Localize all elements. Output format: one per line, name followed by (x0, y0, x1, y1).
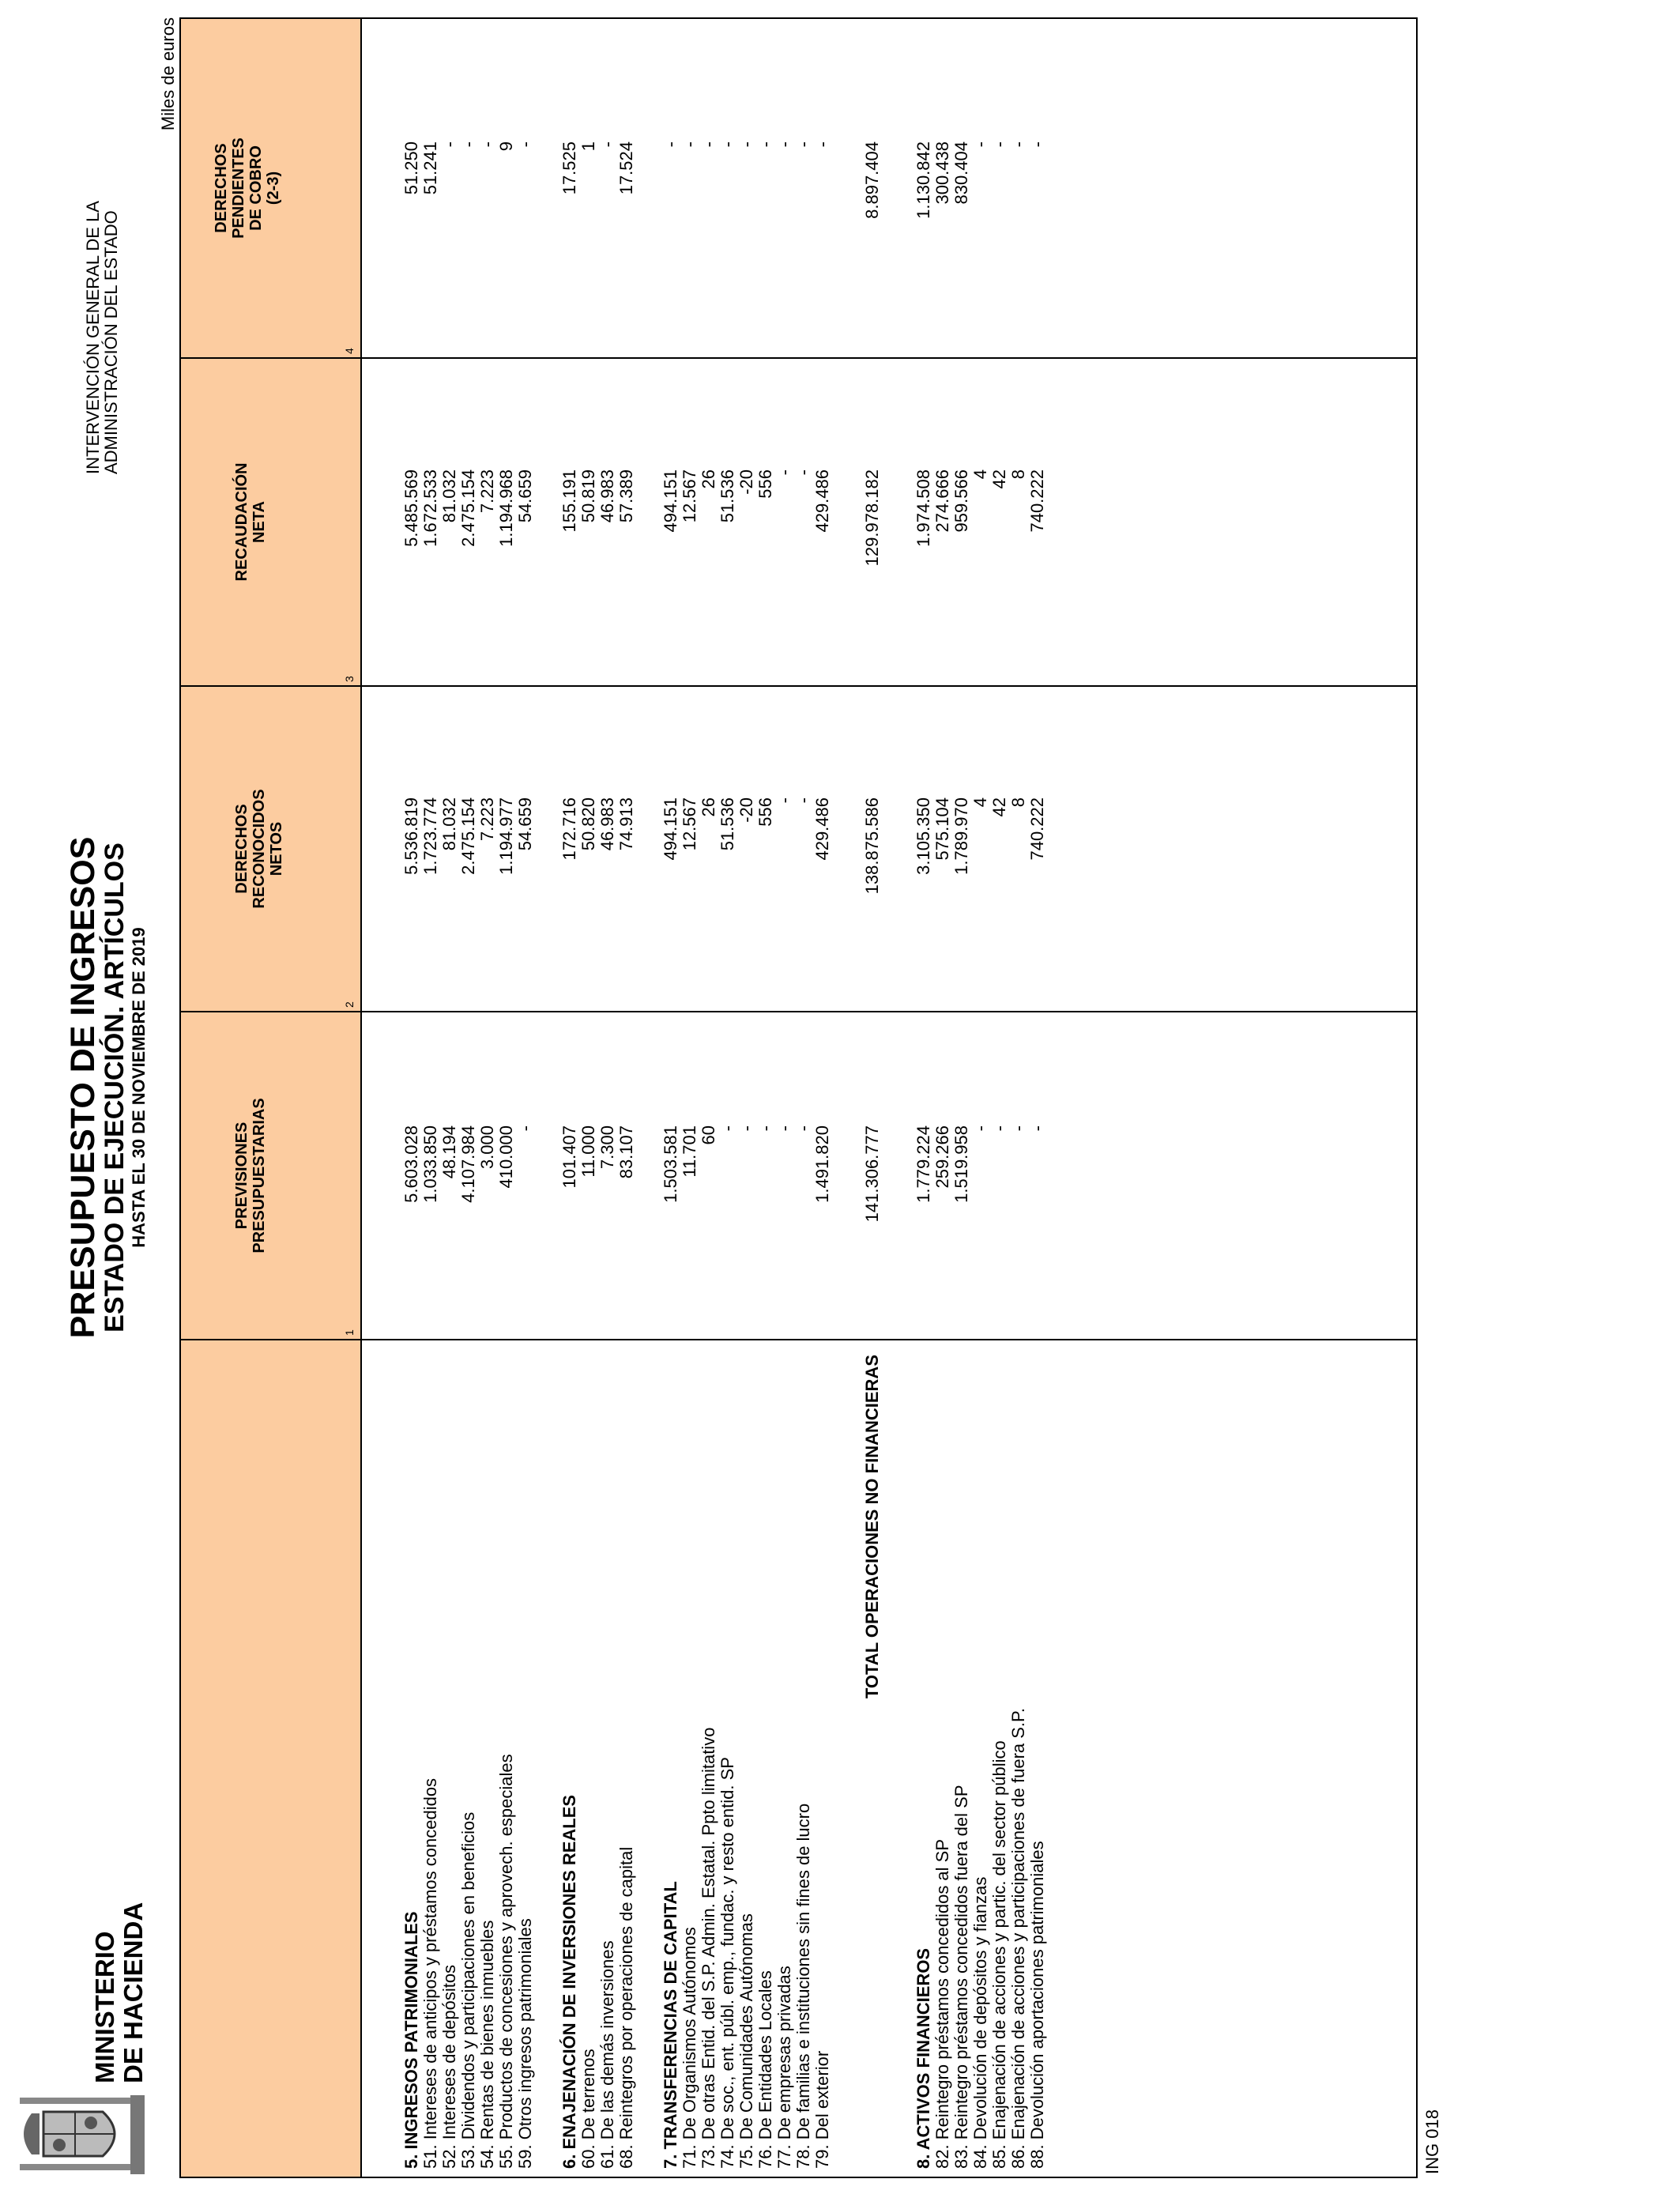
total-row (864, 19, 881, 2177)
row-description: 60. De terrenos (578, 2049, 598, 2169)
report-title (66, 692, 149, 1483)
row-description: 68. Reintegros por operaciones de capital (616, 1846, 636, 2169)
row-value-col-4: - (718, 141, 737, 148)
table-row (991, 19, 1008, 2177)
row-value-col-4: - (661, 141, 680, 148)
row-value-col-4: - (458, 141, 478, 148)
row-value-col-1: 1.779.224 (913, 1125, 933, 1203)
row-value-col-3: 494.151 (661, 469, 680, 533)
row-value-col-2: 1.194.977 (496, 797, 516, 875)
row-value-col-4: - (680, 141, 699, 148)
col-2-label-line-2: RECONOCIDOS (250, 789, 268, 909)
row-value-col-3: 42 (989, 469, 1009, 489)
row-value-col-1: 83.107 (616, 1125, 636, 1179)
row-description: 71. De Organismos Autónomos (680, 1927, 699, 2169)
table-row (681, 19, 699, 2177)
coat-of-arms-icon (16, 2090, 150, 2178)
table-row (934, 19, 951, 2177)
col-1-number: 1 (343, 1329, 356, 1336)
row-value-col-3: 274.666 (932, 469, 952, 533)
row-value-col-1: 1.519.958 (951, 1125, 971, 1203)
row-value-col-4: - (736, 141, 756, 148)
row-value-col-4: - (477, 141, 497, 148)
col-header-derechos-reconocidos (181, 685, 360, 1011)
row-value-col-1: 3.000 (477, 1125, 497, 1170)
row-description: 84. Devolución de depósitos y fianzas (970, 1876, 990, 2169)
row-value-col-2: 556 (755, 797, 775, 827)
row-value-col-1: 60 (699, 1125, 718, 1145)
row-value-col-1: - (989, 1125, 1009, 1132)
row-value-col-3: -20 (736, 469, 756, 495)
row-value-col-4: 1 (578, 141, 598, 152)
col-4-label-line-1: DERECHOS (213, 143, 230, 233)
row-value-col-3: - (774, 469, 794, 476)
row-value-col-2: 5.536.819 (401, 797, 421, 875)
row-description: 76. De Entidades Locales (755, 1970, 775, 2169)
row-value-col-2: 74.913 (616, 797, 636, 851)
row-value-col-3: 46.983 (597, 469, 617, 523)
row-value-col-3: 1.672.533 (420, 469, 440, 547)
col-4-label-line-2: PENDIENTES (230, 138, 247, 239)
table-row (498, 19, 515, 2177)
col-4-label-line-4: (2-3) (265, 171, 282, 205)
row-value-col-2: 172.716 (559, 797, 579, 861)
title-line-3: HASTA EL 30 DE NOVIEMBRE DE 2019 (129, 927, 149, 1248)
row-value-col-2: 1.789.970 (951, 797, 971, 875)
row-description: 61. De las demás inversiones (597, 1940, 617, 2169)
row-value-col-4: 17.525 (559, 141, 579, 195)
row-value-col-4: 17.524 (616, 141, 636, 195)
row-value-col-3: 57.389 (616, 469, 636, 523)
row-description: 86. Enajenación de acciones y participaciones de fuera S.P. (1008, 1708, 1028, 2169)
row-value-col-1: 101.407 (559, 1125, 579, 1189)
row-value-col-3: 81.032 (439, 469, 459, 523)
row-description: 7. TRANSFERENCIAS DE CAPITAL (661, 1881, 680, 2169)
col-2-label-line-3: NETOS (268, 821, 285, 876)
row-value-col-3: 129.978.182 (862, 469, 882, 567)
col-2-label-line-1: DERECHOS (233, 804, 250, 894)
row-value-col-3: 429.486 (812, 469, 832, 533)
row-value-col-1: 259.266 (932, 1125, 952, 1189)
chapter-row (662, 19, 680, 2177)
row-value-col-3: 5.485.569 (401, 469, 421, 547)
row-value-col-1: 1.491.820 (812, 1125, 832, 1203)
row-description: 52. Intereses de depósitos (439, 1964, 459, 2169)
table-row (441, 19, 458, 2177)
row-value-col-2: 3.105.350 (913, 797, 933, 875)
row-value-col-4: 300.438 (932, 141, 952, 205)
row-value-col-2: 429.486 (812, 797, 832, 861)
row-value-col-1: 4.107.984 (458, 1125, 478, 1203)
row-value-col-2: 81.032 (439, 797, 459, 851)
row-value-col-4: 8.897.404 (862, 141, 882, 219)
row-value-col-4: 51.241 (420, 141, 440, 195)
col-header-recaudacion (181, 357, 360, 685)
ministry-line-1: MINISTERIO (90, 1931, 119, 2083)
row-value-col-2: 4 (970, 797, 990, 808)
row-description: 88. Devolución aportaciones patrimoniales (1027, 1841, 1047, 2169)
table-row (972, 19, 989, 2177)
col-2-number: 2 (343, 1001, 356, 1008)
row-value-col-3: 12.567 (680, 469, 699, 523)
row-value-col-1: 5.603.028 (401, 1125, 421, 1203)
title-line-1: PRESUPUESTO DE INGRESOS (64, 836, 102, 1339)
row-value-col-1: - (515, 1125, 535, 1132)
row-value-col-4: - (793, 141, 813, 148)
row-description: 83. Reintegro préstamos concedidos fuera del SP (951, 1785, 971, 2169)
row-value-col-3: 2.475.154 (458, 469, 478, 547)
row-value-col-2: 54.659 (515, 797, 535, 851)
col-4-label-line-3: DE COBRO (247, 145, 265, 231)
row-value-col-2: 26 (699, 797, 718, 817)
row-value-col-2: 12.567 (680, 797, 699, 851)
row-description: 75. De Comunidades Autónomas (736, 1913, 756, 2169)
report-code: ING 018 (1422, 2109, 1442, 2174)
row-value-col-2: 50.820 (578, 797, 598, 851)
table-row (460, 19, 477, 2177)
table-row (953, 19, 970, 2177)
table-row (1010, 19, 1027, 2177)
row-value-col-4: - (812, 141, 832, 148)
row-description: 59. Otros ingresos patrimoniales (515, 1918, 535, 2169)
row-value-col-2: 51.536 (718, 797, 737, 851)
row-description: TOTAL OPERACIONES NO FINANCIERAS (862, 1355, 882, 1699)
row-value-col-1: 11.000 (578, 1125, 598, 1178)
row-value-col-4: - (439, 141, 459, 148)
row-value-col-2: 740.222 (1027, 797, 1047, 861)
units-label: Miles de euros (158, 17, 178, 131)
execution-table (179, 17, 1418, 2178)
row-value-col-4: - (755, 141, 775, 148)
col-header-pendientes (181, 19, 360, 357)
col-1-label-line-2: PRESUPUESTARIAS (250, 1098, 268, 1253)
intervencion-line-2: ADMINISTRACIÓN DEL ESTADO (101, 210, 121, 474)
row-value-col-1: 1.503.581 (661, 1125, 680, 1203)
title-line-2: ESTADO DE EJECUCIÓN. ARTÍCULOS (100, 843, 130, 1333)
row-value-col-2: 494.151 (661, 797, 680, 861)
row-value-col-1: - (736, 1125, 756, 1132)
row-value-col-2: 8 (1008, 797, 1028, 808)
row-value-col-4: 830.404 (951, 141, 971, 205)
table-row (776, 19, 793, 2177)
row-value-col-3: 54.659 (515, 469, 535, 523)
row-value-col-2: 46.983 (597, 797, 617, 851)
intervencion-name (84, 201, 120, 474)
row-value-col-1: - (755, 1125, 775, 1132)
row-value-col-3: 4 (970, 469, 990, 480)
description-header-cell (181, 1339, 360, 2177)
row-value-col-4: - (597, 141, 617, 148)
row-value-col-1: - (970, 1125, 990, 1132)
row-value-col-4: 9 (496, 141, 516, 152)
row-value-col-1: 1.033.850 (420, 1125, 440, 1203)
table-row (422, 19, 439, 2177)
row-description: 77. De empresas privadas (774, 1966, 794, 2169)
row-value-col-3: 740.222 (1027, 469, 1047, 533)
row-description: 73. De otras Entid. del S.P. Admin. Estatal. Ppto limitativo (699, 1727, 718, 2169)
row-description: 55. Productos de concesiones y aprovech. especiales (496, 1754, 516, 2169)
row-value-col-4: - (515, 141, 535, 148)
row-value-col-2: 42 (989, 797, 1009, 817)
row-description: 74. De soc., ent. públ. emp., fundac. y resto entid. SP (718, 1757, 737, 2169)
chapter-row (403, 19, 420, 2177)
row-value-col-3: 51.536 (718, 469, 737, 523)
row-value-col-4: - (774, 141, 794, 148)
table-row (795, 19, 812, 2177)
row-value-col-2: 1.723.774 (420, 797, 440, 875)
row-value-col-2: - (793, 797, 813, 804)
row-value-col-2: 575.104 (932, 797, 952, 861)
col-header-previsiones (181, 1011, 360, 1339)
ministry-line-2: DE HACIENDA (119, 1902, 148, 2083)
intervencion-line-1: INTERVENCIÓN GENERAL DE LA (83, 201, 103, 474)
col-3-number: 3 (343, 676, 356, 682)
chapter-row (915, 19, 932, 2177)
row-value-col-1: 11.701 (680, 1125, 699, 1178)
row-value-col-1: 48.194 (439, 1125, 459, 1179)
table-row (1029, 19, 1046, 2177)
row-description: 79. Del exterior (812, 2050, 832, 2169)
col-3-label-line-1: RECAUDACIÓN (233, 462, 250, 582)
row-value-col-3: 26 (699, 469, 718, 489)
row-value-col-3: 556 (755, 469, 775, 499)
row-description: 6. ENAJENACIÓN DE INVERSIONES REALES (559, 1794, 579, 2169)
col-3-label-line-2: NETA (250, 501, 268, 543)
row-description: 78. De familias e instituciones sin fines de lucro (793, 1803, 813, 2169)
row-description: 82. Reintegro préstamos concedidos al SP (932, 1838, 952, 2169)
row-value-col-1: - (1008, 1125, 1028, 1132)
row-value-col-3: 1.974.508 (913, 469, 933, 547)
row-value-col-2: 7.223 (477, 797, 497, 842)
row-description: 85. Enajenación de acciones y partic. del sector público (989, 1740, 1009, 2169)
row-value-col-4: 51.250 (401, 141, 421, 195)
row-value-col-2: 2.475.154 (458, 797, 478, 875)
table-row (618, 19, 635, 2177)
row-value-col-3: - (793, 469, 813, 476)
row-value-col-4: - (1027, 141, 1047, 148)
row-description: 8. ACTIVOS FINANCIEROS (913, 1947, 933, 2169)
table-row (757, 19, 774, 2177)
col-1-label-line-1: PREVISIONES (233, 1122, 250, 1230)
chapter-row (561, 19, 578, 2177)
row-description: 54. Rentas de bienes inmuebles (477, 1920, 497, 2169)
row-description: 5. INGRESOS PATRIMONIALES (401, 1911, 421, 2169)
ministry-name (91, 1902, 148, 2083)
row-description: 51. Intereses de anticipos y préstamos concedidos (420, 1777, 440, 2169)
row-value-col-2: - (774, 797, 794, 804)
row-value-col-4: - (989, 141, 1009, 148)
row-value-col-3: 155.191 (559, 469, 579, 533)
row-value-col-4: - (699, 141, 718, 148)
table-row (517, 19, 534, 2177)
table-row (599, 19, 616, 2177)
row-value-col-3: 7.223 (477, 469, 497, 514)
table-row (700, 19, 718, 2177)
row-description: 53. Dividendos y participaciones en beneficios (458, 1811, 478, 2169)
row-value-col-1: - (793, 1125, 813, 1132)
table-row (580, 19, 597, 2177)
table-row (814, 19, 831, 2177)
row-value-col-1: 410.000 (496, 1125, 516, 1189)
row-value-col-1: - (774, 1125, 794, 1132)
col-4-number: 4 (343, 348, 356, 354)
row-value-col-1: - (1027, 1125, 1047, 1132)
row-value-col-3: 959.566 (951, 469, 971, 533)
row-value-col-3: 1.194.968 (496, 469, 516, 547)
row-value-col-1: - (718, 1125, 737, 1132)
row-value-col-4: 1.130.842 (913, 141, 933, 219)
header-divider (360, 19, 362, 2177)
row-value-col-4: - (970, 141, 990, 148)
row-value-col-2: -20 (736, 797, 756, 823)
table-row (738, 19, 755, 2177)
row-value-col-4: - (1008, 141, 1028, 148)
table-row (479, 19, 496, 2177)
row-value-col-1: 141.306.777 (862, 1125, 882, 1223)
table-row (719, 19, 736, 2177)
row-value-col-1: 7.300 (597, 1125, 617, 1170)
row-value-col-2: 138.875.586 (862, 797, 882, 895)
row-value-col-3: 50.819 (578, 469, 598, 523)
row-value-col-3: 8 (1008, 469, 1028, 480)
